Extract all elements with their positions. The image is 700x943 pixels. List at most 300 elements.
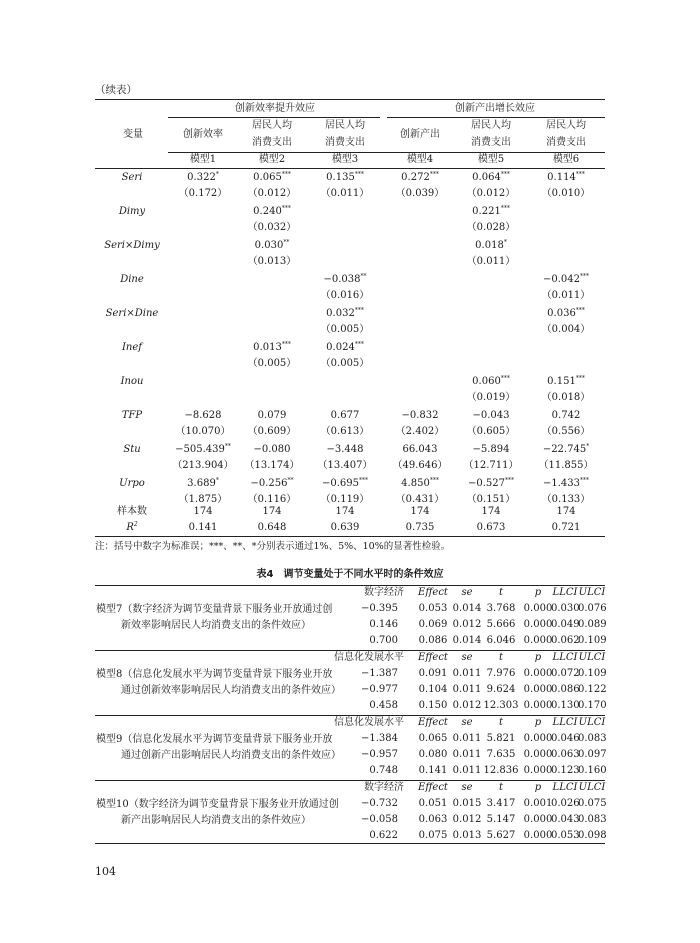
coefficient-cell [236, 341, 308, 355]
coefficient-value: −22.745 [542, 444, 587, 455]
significance-stars: *** [359, 477, 368, 484]
standard-error: （0.016） [320, 290, 370, 301]
dependent-variable: 消费支出 [325, 137, 365, 148]
r-squared-value: 0.639 [330, 522, 360, 533]
stat-value: 0.098 [578, 830, 607, 841]
dependent-variable: 消费支出 [252, 137, 292, 148]
header-rule [95, 168, 605, 169]
coefficient-cell [167, 443, 239, 457]
moderator-value: −0.732 [360, 798, 398, 809]
coefficient-value: 0.272 [401, 172, 430, 183]
dependent-variable: 创新效率 [183, 129, 223, 140]
coefficient-cell [530, 171, 602, 185]
coefficient-cell [236, 171, 308, 185]
standard-error: （10.070） [175, 426, 231, 437]
standard-error: （0.012） [466, 188, 516, 199]
coefficient-value: −505.439 [175, 444, 225, 455]
stat-value: 0.089 [578, 619, 607, 630]
coefficient-cell [530, 409, 602, 423]
stat-value: 0.030 [551, 603, 580, 614]
coefficient-value: −0.832 [401, 410, 439, 421]
coefficient-value: 0.018 [475, 240, 504, 251]
stat-header: ULCI [578, 652, 606, 663]
coefficient-value: 4.850 [401, 478, 430, 489]
significance-stars: *** [500, 375, 510, 382]
standard-error: （0.013） [247, 256, 297, 267]
continued-label: （续表） [95, 84, 137, 96]
coefficient-value: −0.042 [542, 274, 580, 285]
significance-stars: *** [354, 307, 364, 314]
model-description: 通过创新效率影响居民人均消费支出的条件效应） [121, 685, 341, 696]
stat-value: 0.012 [452, 814, 482, 825]
stat-value: 0.015 [452, 798, 482, 809]
coefficient-value: −8.628 [184, 410, 222, 421]
sample-size: 174 [556, 506, 576, 517]
standard-error: （11.855） [538, 460, 594, 471]
stat-header: Effect [418, 717, 448, 728]
stat-value: 0.011 [452, 684, 482, 695]
standard-error: （0.011） [541, 290, 591, 301]
stat-value: 0.069 [418, 619, 448, 630]
significance-stars: *** [281, 341, 291, 348]
table-note: 注：括号中数字为标准误；***、**、*分别表示通过1%、5%、10%的显著性检验。 [95, 541, 451, 552]
coefficient-cell [455, 205, 527, 219]
stat-header: se [461, 652, 473, 663]
coefficient-cell [309, 477, 381, 491]
coefficient-cell [530, 375, 602, 389]
coefficient-cell [455, 171, 527, 185]
stat-header: LLCI [552, 782, 578, 793]
stat-header: se [461, 587, 473, 598]
moderator-value: −0.395 [360, 603, 398, 614]
dependent-variable: 消费支出 [471, 137, 511, 148]
variable-name: Seri×Dimy [104, 240, 160, 251]
coefficient-value: 0.060 [472, 376, 501, 387]
coefficient-cell [455, 409, 527, 423]
standard-error: （0.116） [247, 494, 297, 505]
coefficient-cell [309, 409, 381, 423]
stat-value: 0.075 [418, 830, 448, 841]
model-description: 通过创新产出影响居民人均消费支出的条件效应） [121, 750, 341, 761]
model-description: 新效率影响居民人均消费支出的条件效应） [121, 620, 311, 631]
stat-value: 0.086 [551, 684, 580, 695]
stat-header: se [461, 782, 473, 793]
model-description: 模型7（数字经济为调节变量背景下服务业开放通过创 [96, 604, 333, 615]
coefficient-cell [384, 171, 456, 185]
significance-stars: *** [354, 171, 364, 178]
stat-value: 0.049 [551, 619, 580, 630]
page-number: 104 [95, 865, 116, 878]
coefficient-cell [530, 477, 602, 491]
significance-stars: * [215, 477, 219, 484]
stat-header: p [534, 587, 542, 598]
stat-value: 0.043 [551, 814, 580, 825]
variable-name: Seri [121, 172, 143, 183]
stat-value: 0.053 [418, 603, 448, 614]
coefficient-value: −5.894 [472, 444, 510, 455]
coefficient-value: 0.030 [254, 240, 284, 251]
moderator-value: −1.384 [360, 733, 398, 744]
standard-error: （2.402） [395, 426, 445, 437]
stat-header: se [461, 717, 473, 728]
coefficient-value: 3.689 [187, 478, 216, 489]
stat-header: LLCI [552, 587, 578, 598]
stat-value: 7.976 [486, 668, 516, 679]
variable-name: Inou [120, 376, 144, 387]
stat-header: Effect [418, 782, 448, 793]
coefficient-cell [309, 307, 381, 321]
standard-error: （0.151） [466, 494, 516, 505]
coefficient-cell [236, 239, 308, 253]
standard-error: （13.174） [244, 460, 300, 471]
moderator-value: 0.700 [369, 635, 398, 646]
stat-value: 0.075 [578, 798, 607, 809]
stat-header: ULCI [578, 782, 606, 793]
sample-size: 174 [481, 506, 501, 517]
stat-value: 0.053 [551, 830, 580, 841]
stat-header: p [534, 782, 542, 793]
significance-stars: *** [580, 477, 589, 484]
coefficient-cell [309, 273, 381, 287]
variable-name: Dimy [118, 206, 146, 217]
r-squared-value: 0.735 [405, 522, 435, 533]
coefficient-cell [236, 205, 308, 219]
stat-value: 0.063 [418, 814, 448, 825]
coefficient-cell [455, 239, 527, 253]
stat-value: 5.627 [486, 830, 516, 841]
stat-value: 0.000 [523, 684, 553, 695]
standard-error: （0.005） [247, 358, 297, 369]
stat-value: 0.011 [452, 749, 482, 760]
coefficient-value: 0.221 [472, 206, 501, 217]
coefficient-cell [384, 409, 456, 423]
stat-header: t [498, 717, 504, 728]
moderator-value: −0.058 [360, 814, 398, 825]
stat-value: 0.013 [452, 830, 482, 841]
coefficient-value: 0.064 [472, 172, 501, 183]
significance-stars: ** [287, 477, 294, 484]
dependent-variable: 创新产出 [400, 129, 440, 140]
coefficient-value: 0.677 [330, 410, 360, 421]
coefficient-value: −0.038 [323, 274, 361, 285]
coefficient-cell [309, 171, 381, 185]
significance-stars: *** [575, 307, 585, 314]
stat-value: 12.836 [483, 765, 519, 776]
significance-stars: *** [354, 341, 364, 348]
dependent-variable: 居民人均 [252, 120, 292, 131]
moderator-label: 数字经济 [364, 587, 404, 598]
stat-value: 0.109 [578, 668, 607, 679]
stat-header: Effect [418, 587, 448, 598]
coefficient-value: −0.043 [472, 410, 510, 421]
coefficient-cell [236, 477, 308, 491]
significance-stars: *** [429, 477, 439, 484]
significance-stars: ** [283, 239, 290, 246]
moderator-value: −0.957 [360, 749, 398, 760]
significance-stars: ** [360, 273, 367, 280]
moderator-value: 0.748 [369, 765, 398, 776]
coefficient-value: 0.151 [547, 376, 576, 387]
stat-value: 0.000 [523, 765, 553, 776]
coefficient-cell [309, 341, 381, 355]
significance-stars: * [215, 171, 219, 178]
stat-value: 3.417 [486, 798, 516, 809]
standard-error: （0.005） [320, 358, 370, 369]
coefficient-value: −1.433 [542, 478, 580, 489]
stat-value: 0.000 [523, 830, 553, 841]
r-squared-superscript: 2 [133, 521, 138, 528]
group-header: 创新效率提升效应 [235, 103, 315, 114]
r-squared-value: 0.648 [257, 522, 287, 533]
model-description: 模型8（信息化发展水平为调节变量背景下服务业开放 [96, 669, 333, 680]
stat-value: 0.063 [551, 749, 580, 760]
stat-header: Effect [418, 652, 448, 663]
standard-error: （1.875） [178, 494, 228, 505]
coefficient-cell [530, 443, 602, 457]
coefficient-value: −3.448 [326, 444, 364, 455]
stat-value: 0.104 [418, 684, 448, 695]
table4-bottom-rule [95, 843, 605, 844]
significance-stars: *** [500, 205, 510, 212]
standard-error: （0.605） [466, 426, 516, 437]
model-label: 模型6 [552, 154, 580, 165]
stat-value: 0.011 [452, 668, 482, 679]
moderator-value: −0.977 [360, 684, 398, 695]
sample-size: 174 [193, 506, 213, 517]
standard-error: （12.711） [463, 460, 519, 471]
stat-value: 0.150 [418, 700, 448, 711]
coefficient-cell [455, 443, 527, 457]
stat-value: 0.001 [523, 798, 553, 809]
variable-name: Dine [120, 274, 144, 285]
significance-stars: *** [429, 171, 439, 178]
standard-error: （0.133） [541, 494, 591, 505]
coefficient-value: 0.135 [326, 172, 355, 183]
stat-value: 0.026 [551, 798, 580, 809]
dependent-variable: 居民人均 [325, 120, 365, 131]
variable-name: Urpo [119, 478, 145, 489]
standard-error: （0.011） [320, 188, 370, 199]
stat-value: 0.011 [452, 765, 482, 776]
moderator-label: 信息化发展水平 [334, 717, 404, 728]
standard-error: （0.039） [395, 188, 445, 199]
standard-error: （0.119） [320, 494, 370, 505]
coefficient-cell [236, 443, 308, 457]
significance-stars: * [503, 239, 507, 246]
standard-error: （0.431） [395, 494, 445, 505]
coefficient-cell [309, 443, 381, 457]
stat-value: 0.083 [578, 814, 607, 825]
stat-value: 0.170 [578, 700, 607, 711]
model-description: 新产出影响居民人均消费支出的条件效应） [121, 815, 311, 826]
stat-value: 0.080 [418, 749, 448, 760]
coefficient-value: 0.036 [547, 308, 576, 319]
stat-value: 0.091 [418, 668, 448, 679]
moderator-value: −1.387 [360, 668, 398, 679]
coefficient-cell [530, 273, 602, 287]
stat-value: 0.046 [551, 733, 580, 744]
stat-value: 0.097 [578, 749, 607, 760]
significance-stars: *** [500, 171, 510, 178]
moderator-value: 0.458 [369, 700, 398, 711]
significance-stars: *** [575, 375, 585, 382]
r-squared-value: 0.721 [551, 522, 581, 533]
stat-header: ULCI [578, 717, 606, 728]
dependent-variable: 消费支出 [546, 137, 586, 148]
coefficient-cell [236, 409, 308, 423]
sample-label: 样本数 [117, 506, 147, 517]
standard-error: （0.011） [466, 256, 516, 267]
stat-value: 0.014 [452, 635, 482, 646]
variable-name: Stu [123, 444, 141, 455]
stat-value: 0.000 [523, 814, 553, 825]
coefficient-value: 0.032 [326, 308, 355, 319]
stat-value: 5.821 [486, 733, 516, 744]
group-rule [387, 117, 605, 118]
stat-value: 0.109 [578, 635, 607, 646]
table-top-rule [95, 99, 605, 100]
stat-value: 0.062 [551, 635, 580, 646]
stat-value: 0.083 [578, 733, 607, 744]
stat-value: 7.635 [486, 749, 516, 760]
stat-value: 0.072 [551, 668, 580, 679]
stat-value: 0.012 [452, 700, 482, 711]
model-label: 模型1 [189, 154, 217, 165]
standard-error: （0.613） [320, 426, 370, 437]
standard-error: （0.019） [466, 392, 516, 403]
stat-header: p [534, 717, 542, 728]
stat-header: LLCI [552, 652, 578, 663]
coefficient-cell [167, 409, 239, 423]
coefficient-value: 0.013 [253, 342, 282, 353]
table4-title: 表4 调节变量处于不同水平时的条件效应 [256, 569, 444, 580]
r-squared-value: 0.141 [188, 522, 218, 533]
standard-error: （0.556） [541, 426, 591, 437]
stat-header: p [534, 652, 542, 663]
r-squared-label [96, 521, 168, 535]
model-description: 模型9（信息化发展水平为调节变量背景下服务业开放 [96, 734, 333, 745]
significance-stars: *** [281, 171, 291, 178]
model-label: 模型2 [258, 154, 286, 165]
model-description: 模型10（数字经济为调节变量背景下服务业开放通过创 [96, 799, 339, 810]
significance-stars: ** [224, 443, 231, 450]
variable-header: 变量 [123, 129, 143, 140]
stat-header: ULCI [578, 587, 606, 598]
sample-size: 174 [335, 506, 355, 517]
stat-value: 0.000 [523, 733, 553, 744]
standard-error: （0.018） [541, 392, 591, 403]
significance-stars: *** [575, 171, 585, 178]
stat-value: 0.123 [551, 765, 580, 776]
coefficient-cell [167, 171, 239, 185]
coefficient-value: 0.240 [253, 206, 282, 217]
stat-value: 0.160 [578, 765, 607, 776]
stat-value: 0.076 [578, 603, 607, 614]
moderator-value: 0.622 [369, 830, 398, 841]
stat-header: t [498, 782, 504, 793]
coefficient-value: −0.695 [321, 478, 359, 489]
coefficient-value: −0.527 [467, 478, 505, 489]
variable-name: TFP [121, 410, 143, 421]
model-label: 模型4 [406, 154, 434, 165]
standard-error: （49.646） [392, 460, 448, 471]
stat-value: 0.000 [523, 749, 553, 760]
coefficient-value: 0.322 [187, 172, 216, 183]
standard-error: （0.032） [247, 222, 297, 233]
coefficient-cell [384, 443, 456, 457]
stat-value: 0.130 [551, 700, 580, 711]
stat-value: 0.000 [523, 700, 553, 711]
coefficient-value: 0.079 [257, 410, 287, 421]
stat-value: 0.014 [452, 603, 482, 614]
model-label: 模型3 [331, 154, 359, 165]
coefficient-value: 0.024 [326, 342, 355, 353]
group-header: 创新产出增长效应 [455, 103, 535, 114]
stat-value: 0.086 [418, 635, 448, 646]
coefficient-value: 0.065 [253, 172, 282, 183]
stat-value: 0.122 [578, 684, 607, 695]
coefficient-cell [167, 477, 239, 491]
sample-size: 174 [262, 506, 282, 517]
stat-value: 0.051 [418, 798, 448, 809]
coefficient-value: 0.114 [547, 172, 576, 183]
standard-error: （0.609） [247, 426, 297, 437]
stat-value: 9.624 [486, 684, 516, 695]
significance-stars: *** [580, 273, 589, 280]
r-squared-value: 0.673 [476, 522, 506, 533]
stat-value: 0.012 [452, 619, 482, 630]
stat-value: 0.000 [523, 668, 553, 679]
moderator-label: 数字经济 [364, 782, 404, 793]
stat-header: t [498, 652, 504, 663]
r-squared-symbol: R [126, 522, 134, 533]
standard-error: （0.028） [466, 222, 516, 233]
moderator-value: 0.146 [369, 619, 398, 630]
coefficient-value: −0.256 [250, 478, 288, 489]
significance-stars: *** [281, 205, 291, 212]
coefficient-cell [530, 307, 602, 321]
stat-value: 0.000 [523, 619, 553, 630]
standard-error: （13.407） [317, 460, 373, 471]
significance-stars: *** [505, 477, 514, 484]
standard-error: （213.904） [172, 460, 234, 471]
stat-value: 12.303 [483, 700, 519, 711]
stat-value: 0.000 [523, 603, 553, 614]
stat-value: 0.141 [418, 765, 448, 776]
coefficient-cell [455, 375, 527, 389]
stat-value: 0.000 [523, 635, 553, 646]
coefficient-value: 66.043 [402, 444, 438, 455]
stat-value: 5.147 [486, 814, 516, 825]
stat-value: 3.768 [486, 603, 516, 614]
model-label: 模型5 [477, 154, 505, 165]
variable-name: Seri×Dine [105, 308, 159, 319]
significance-stars: * [586, 443, 590, 450]
moderator-label: 信息化发展水平 [334, 652, 404, 663]
coefficient-value: −0.080 [253, 444, 291, 455]
standard-error: （0.005） [320, 324, 370, 335]
coefficient-cell [384, 477, 456, 491]
stat-value: 0.065 [418, 733, 448, 744]
standard-error: （0.010） [541, 188, 591, 199]
stat-value: 6.046 [486, 635, 516, 646]
coefficient-cell [455, 477, 527, 491]
table-bottom-rule [95, 536, 605, 537]
stat-header: LLCI [552, 717, 578, 728]
variable-name: Inef [121, 342, 142, 353]
dependent-variable: 居民人均 [546, 120, 586, 131]
standard-error: （0.172） [178, 188, 228, 199]
